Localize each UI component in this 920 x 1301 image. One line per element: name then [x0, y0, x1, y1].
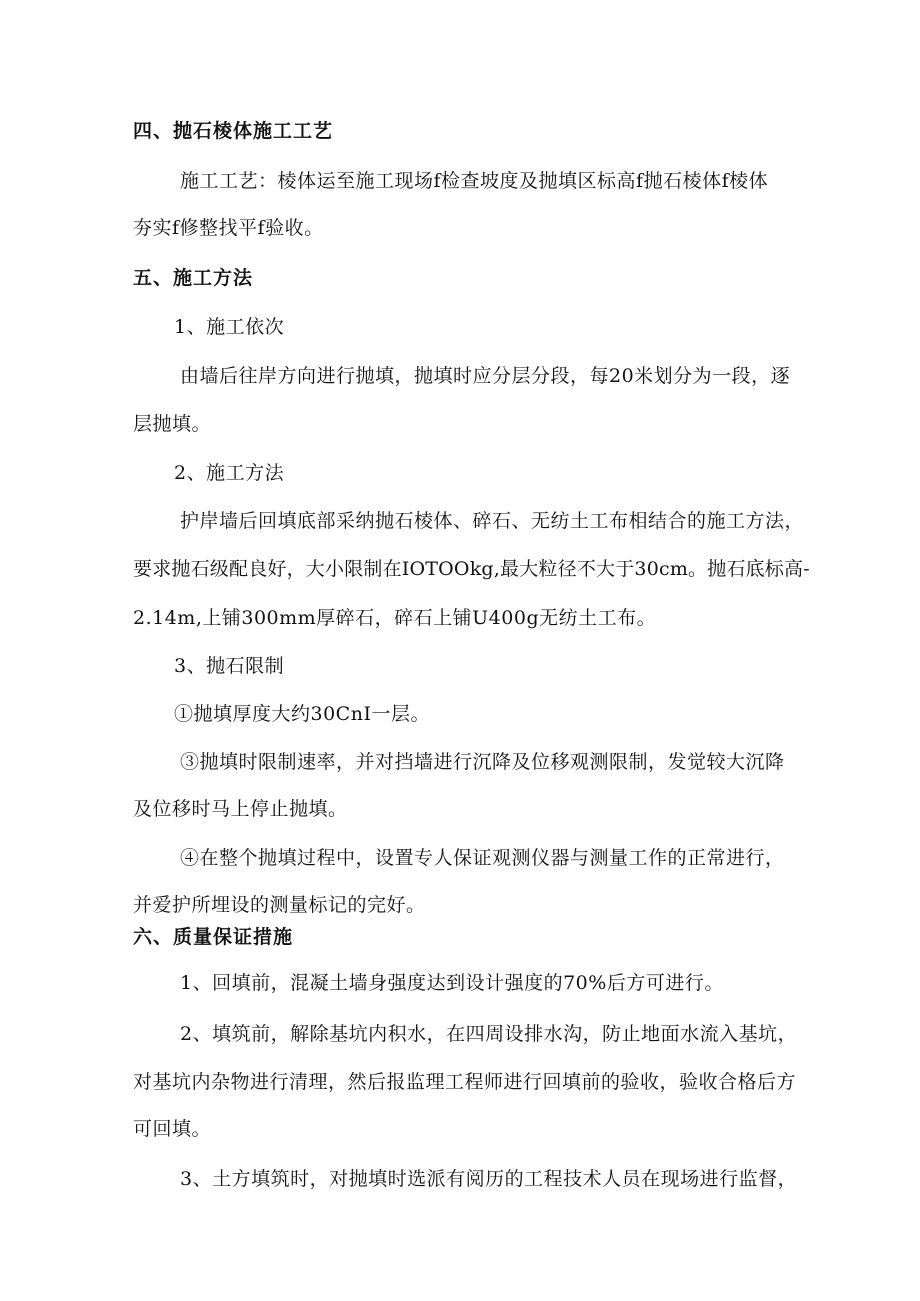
list-item: ④在整个抛填过程中，设置专人保证观测仪器与测量工作的正常进行，: [180, 847, 785, 869]
paragraph-line: 由墙后往岸方向进行抛填，抛填时应分层分段，每20米划分为一段，逐: [180, 365, 791, 387]
paragraph-line: 对基坑内杂物进行清理，然后报监理工程师进行回填前的验收，验收合格后方: [133, 1071, 797, 1093]
paragraph-line: 层抛填。: [133, 413, 212, 435]
paragraph-line: 可回填。: [133, 1118, 212, 1140]
list-item: 1、回填前，混凝土墙身强度达到设计强度的70%后方可进行。: [180, 972, 724, 994]
subheading: 3、抛石限制: [174, 655, 285, 677]
section-heading-4: 四、抛石棱体施工工艺: [133, 120, 334, 142]
paragraph-line: 及位移时马上停止抛填。: [133, 798, 348, 820]
paragraph-line: 并爱护所埋设的测量标记的完好。: [133, 894, 426, 916]
list-item: ①抛填厚度大约30CnI一层。: [174, 703, 430, 725]
paragraph-line: 2.14m,上铺300mm厚碎石，碎石上铺U400g无纺土工布。: [133, 607, 657, 629]
section-heading-6: 六、质量保证措施: [133, 926, 294, 948]
list-item: 3、土方填筑时，对抛填时选派有阅历的工程技术人员在现场进行监督，: [180, 1168, 798, 1190]
paragraph-line: 施工工艺：棱体运至施工现场f检查坡度及抛填区标高f抛石棱体f棱体: [180, 170, 769, 192]
list-item: 2、填筑前，解除基坑内积水，在四周设排水沟，防止地面水流入基坑，: [180, 1023, 798, 1045]
paragraph-line: 护岸墙后回填底部采纳抛石棱体、碎石、无纺土工布相结合的施工方法，: [180, 510, 805, 532]
list-item: ③抛填时限制速率，并对挡墙进行沉降及位移观测限制，发觉较大沉降: [180, 751, 785, 773]
subheading: 2、施工方法: [174, 462, 285, 484]
paragraph-line: 要求抛石级配良好，大小限制在IOTOOkg,最大粒径不大于30cm。抛石底标高-: [133, 558, 810, 580]
paragraph-line: 夯实f修整找平f验收。: [133, 217, 324, 239]
subheading: 1、施工依次: [174, 316, 285, 338]
section-heading-5: 五、施工方法: [133, 267, 254, 289]
